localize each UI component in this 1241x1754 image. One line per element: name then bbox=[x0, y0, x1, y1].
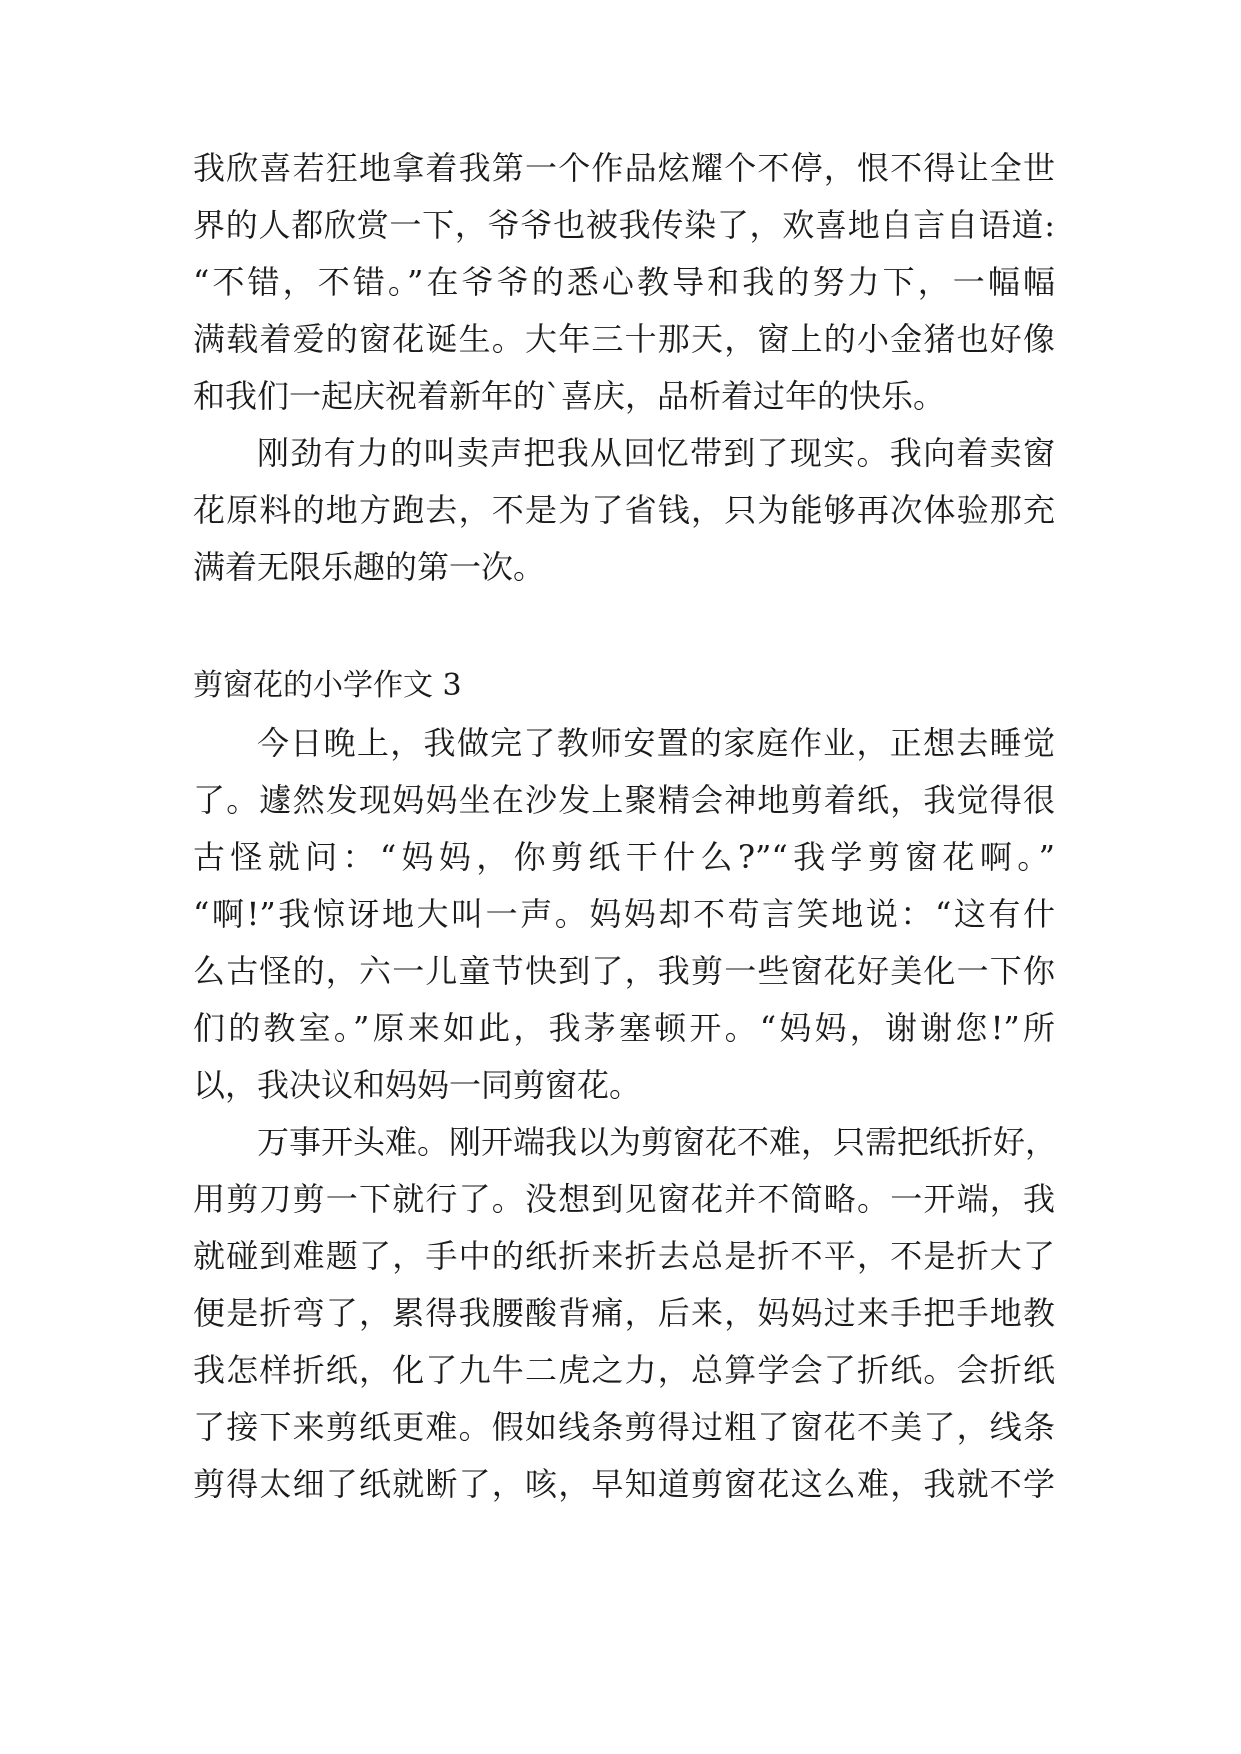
text-line: 了接下来剪纸更难。假如线条剪得过粗了窗花不美了，线条 bbox=[193, 1408, 1055, 1446]
text-line: 满着无限乐趣的第一次。 bbox=[193, 548, 546, 586]
text-line: 就碰到难题了，手中的纸折来折去总是折不平，不是折大了 bbox=[193, 1237, 1055, 1275]
paragraph-first-line: 今日晚上，我做完了教师安置的家庭作业，正想去睡觉 bbox=[257, 724, 1055, 762]
text-line: 我怎样折纸，化了九牛二虎之力，总算学会了折纸。会折纸 bbox=[193, 1351, 1055, 1389]
text-line: 和我们一起庆祝着新年的`喜庆，品析着过年的快乐。 bbox=[193, 377, 946, 415]
text-line: 古怪就问：“妈妈，你剪纸干什么?”“我学剪窗花啊。” bbox=[193, 838, 1055, 876]
text-line: 剪得太细了纸就断了，咳，早知道剪窗花这么难，我就不学 bbox=[193, 1465, 1055, 1503]
section-heading: 剪窗花的小学作文 3 bbox=[193, 668, 462, 703]
text-line: 们的教室。”原来如此，我茅塞顿开。“妈妈，谢谢您!”所 bbox=[193, 1009, 1055, 1047]
text-line: 用剪刀剪一下就行了。没想到见窗花并不简略。一开端，我 bbox=[193, 1180, 1055, 1218]
text-line: 便是折弯了，累得我腰酸背痛，后来，妈妈过来手把手地教 bbox=[193, 1294, 1055, 1332]
text-line: 我欣喜若狂地拿着我第一个作品炫耀个不停，恨不得让全世 bbox=[193, 149, 1055, 187]
text-line: 以，我决议和妈妈一同剪窗花。 bbox=[193, 1066, 642, 1104]
paragraph-first-line: 万事开头难。刚开端我以为剪窗花不难，只需把纸折好， bbox=[257, 1123, 1058, 1161]
text-line: 满载着爱的窗花诞生。大年三十那天，窗上的小金猪也好像 bbox=[193, 320, 1055, 358]
text-line: 花原料的地方跑去，不是为了省钱，只为能够再次体验那充 bbox=[193, 491, 1055, 529]
paragraph-first-line: 刚劲有力的叫卖声把我从回忆带到了现实。我向着卖窗 bbox=[257, 434, 1055, 472]
text-line: 了。遽然发现妈妈坐在沙发上聚精会神地剪着纸，我觉得很 bbox=[193, 781, 1055, 819]
text-line: “啊!”我惊讶地大叫一声。妈妈却不苟言笑地说：“这有什 bbox=[193, 895, 1055, 933]
text-line: 么古怪的，六一儿童节快到了，我剪一些窗花好美化一下你 bbox=[193, 952, 1055, 990]
text-line: “不错，不错。”在爷爷的悉心教导和我的努力下，一幅幅 bbox=[193, 263, 1055, 301]
text-line: 界的人都欣赏一下，爷爷也被我传染了，欢喜地自言自语道: bbox=[193, 206, 1055, 244]
